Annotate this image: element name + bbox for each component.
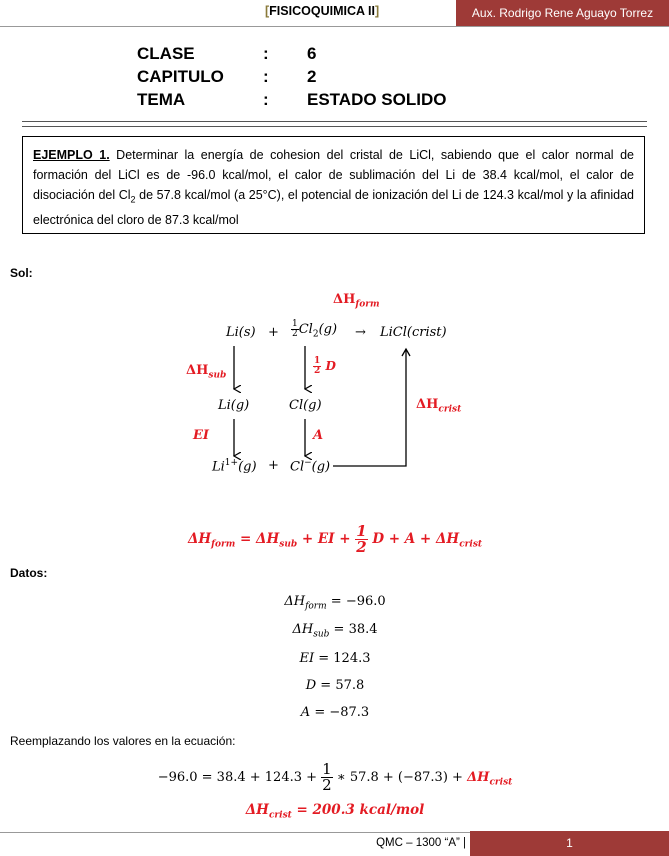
species-cl-g: Cl(g) — [289, 398, 322, 413]
label-ei: EI — [193, 428, 209, 443]
arrow-crist — [333, 349, 406, 466]
substituted-equation: −96.0 = 38.4 + 124.3 + $\frac{1}{2}$ ∗ $57.8 + (-87.3) + \Delta H_{crist}$ — [157, 760, 513, 794]
plus-1: + — [268, 325, 279, 340]
title-capitulo-label: CAPITULO — [137, 67, 224, 86]
title-tema-value: ESTADO SOLIDO — [307, 90, 447, 109]
label-a: A — [313, 428, 324, 443]
title-capitulo-value: 2 — [307, 67, 317, 86]
example-text-b: de 57.8 kcal/mol (a 25°C), el potencial de ionización del Li de 124.3 kcal/mol y la afinidad electrónica del cloro de 87.3 kcal/mol — [33, 188, 634, 227]
dato-dh-form: $\Delta H_{form} = -96.0$ — [284, 594, 386, 612]
example-text-a: Determinar la energía de cohesion del cristal de LiCl, sabiendo que el calor normal de formación del LiCl es de -96.0 kcal/mol, el calor de sublimación del Li de 38.4 kcal/mol, el calor de disociación del Cl — [33, 148, 634, 202]
header-author: Aux. Rodrigo Rene Aguayo Torrez — [456, 0, 669, 26]
title-clase-value: 6 — [307, 44, 317, 63]
species-li-g: Li(g) — [218, 398, 250, 413]
replace-text: Reemplazando los valores en la ecuación: — [10, 734, 236, 748]
title-capitulo-sep: : — [263, 67, 269, 86]
dato-d: D = 57.8 — [305, 678, 365, 693]
title-clase-label: CLASE — [137, 44, 195, 63]
footer-page-number: 1 — [470, 831, 669, 856]
header-subject: [FISICOQUIMICA II] — [265, 4, 380, 18]
species-li-s: Li(s) — [226, 325, 256, 340]
label-dh-sub: $\Delta H_{sub}$ — [186, 363, 227, 381]
label-dh-crist: $\Delta H_{crist}$ — [416, 397, 462, 415]
title-tema-sep: : — [263, 90, 269, 109]
title-tema-label: TEMA — [137, 90, 186, 109]
dato-a: A = −87.3 — [300, 705, 370, 720]
datos-label: Datos: — [10, 566, 48, 580]
dato-ei: EI = 124.3 — [299, 651, 371, 666]
species-licl-crist: LiCl(crist) — [380, 325, 447, 340]
main-equation: $\Delta H_{form} = \Delta H_{sub}$ + EI + $\frac{1}{2}$ $D + A + \Delta H_{crist}$ — [187, 522, 483, 556]
species-li-ion: $Li^{1+}(g)$ — [212, 458, 257, 475]
species-half-cl2: $\frac{1}{2}$ $Cl_2(g)$ — [292, 319, 338, 340]
title-clase-sep: : — [263, 44, 269, 63]
reaction-arrow: → — [355, 325, 366, 340]
plus-2: + — [268, 458, 279, 473]
label-half-d: $\frac{1}{2}$ D — [314, 356, 336, 376]
footer-rule — [0, 832, 470, 833]
dato-dh-sub: $\Delta H_{sub} = 38.4$ — [292, 622, 378, 640]
result-equation: $\Delta H_{crist} = 200.3$ kcal/mol — [245, 802, 425, 821]
species-cl-ion: Cl−(g) — [290, 458, 331, 475]
label-dh-form: $\Delta H_{form}$ — [333, 292, 380, 310]
example-label: EJEMPLO 1. — [33, 148, 110, 162]
footer-course: QMC – 1300 “A” | — [376, 837, 466, 849]
sol-label: Sol: — [10, 266, 33, 280]
example-text-sub: 2 — [130, 194, 136, 205]
